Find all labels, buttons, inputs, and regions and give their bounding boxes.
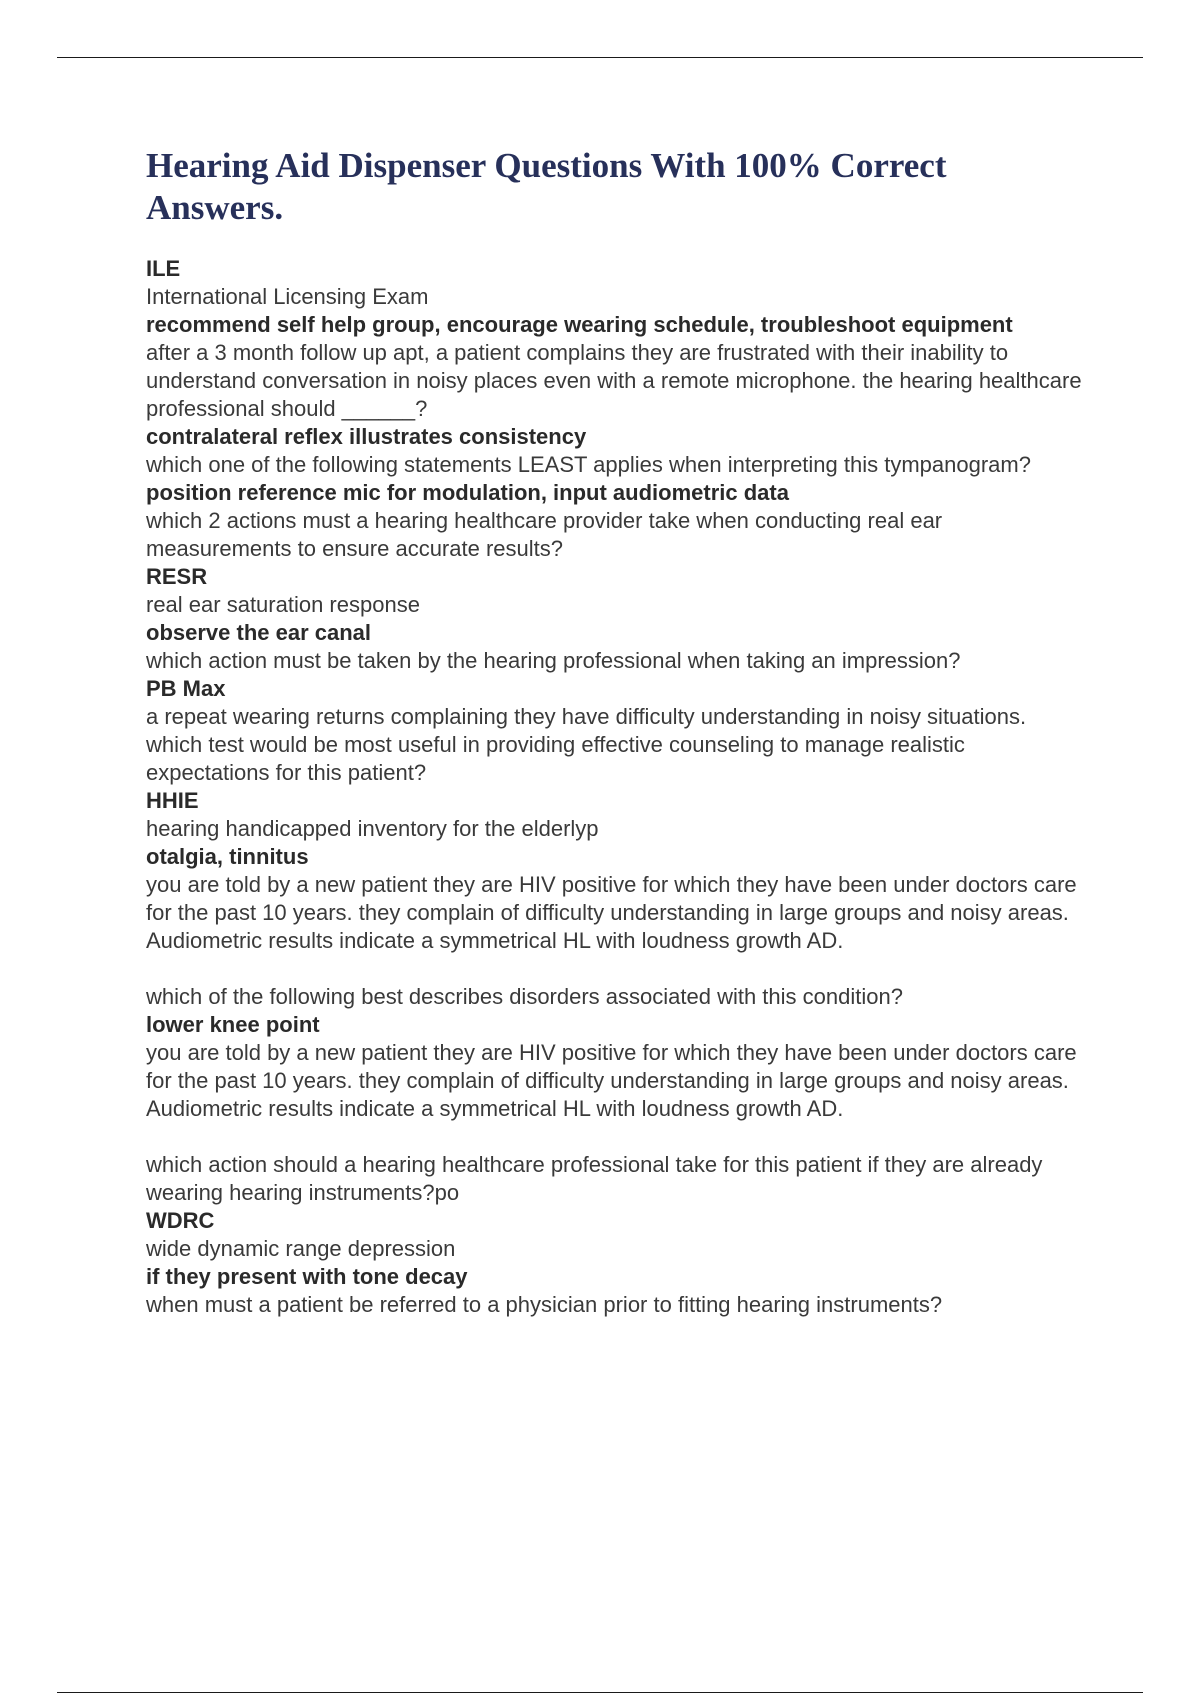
answer-term: HHIE (146, 788, 199, 813)
qa-entry (146, 479, 1086, 563)
answer-term: otalgia, tinnitus (146, 844, 309, 869)
question-text: hearing handicapped inventory for the elderlyp (146, 816, 599, 841)
question-text: after a 3 month follow up apt, a patient complains they are frustrated with their inability to understand conversation in noisy places even with a remote microphone. the hearing healthcare professional should ______? (146, 340, 1082, 421)
qa-entry (146, 1207, 1086, 1263)
question-text: you are told by a new patient they are HIV positive for which they have been under doctors care for the past 10 years. they complain of difficulty understanding in large groups and noisy areas. Audiometric results indicate a symmetrical HL with loudness growth AD. which of the following best describes disorders associated with this condition? (146, 872, 1077, 1009)
qa-entry (146, 675, 1086, 787)
qa-entry (146, 1011, 1086, 1207)
qa-entry (146, 311, 1086, 423)
question-text: you are told by a new patient they are HIV positive for which they have been under doctors care for the past 10 years. they complain of difficulty understanding in large groups and noisy areas. Audiometric results indicate a symmetrical HL with loudness growth AD. which action should a hearing healthcare professional take for this patient if they are already wearing hearing instruments?po (146, 1040, 1077, 1205)
answer-term: PB Max (146, 676, 226, 701)
answer-term: ILE (146, 256, 181, 281)
answer-term: observe the ear canal (146, 620, 372, 645)
question-text: which 2 actions must a hearing healthcare provider take when conducting real ear measurements to ensure accurate results? (146, 508, 943, 561)
answer-term: recommend self help group, encourage wearing schedule, troubleshoot equipment (146, 312, 1013, 337)
qa-entry (146, 255, 1086, 311)
qa-entry (146, 423, 1086, 479)
answer-term: WDRC (146, 1208, 215, 1233)
document-body (146, 145, 1086, 1319)
document-title: Hearing Aid Dispenser Questions With 100% Correct Answers. (146, 146, 947, 227)
question-text: real ear saturation response (146, 592, 420, 617)
qa-entry (146, 563, 1086, 619)
top-rule (57, 57, 1143, 58)
answer-term: contralateral reflex illustrates consistency (146, 424, 587, 449)
question-text: which one of the following statements LEAST applies when interpreting this tympanogram? (146, 452, 1031, 477)
qa-list (146, 255, 1086, 1319)
answer-term: RESR (146, 564, 208, 589)
qa-entry (146, 843, 1086, 1011)
question-text: a repeat wearing returns complaining they have difficulty understanding in noisy situations. which test would be most useful in providing effective counseling to manage realistic expectations for this patient? (146, 704, 1027, 785)
question-text: when must a patient be referred to a physician prior to fitting hearing instruments? (146, 1292, 943, 1317)
answer-term: position reference mic for modulation, input audiometric data (146, 480, 789, 505)
qa-entry (146, 1263, 1086, 1319)
answer-term: lower knee point (146, 1012, 320, 1037)
answer-term: if they present with tone decay (146, 1264, 468, 1289)
question-text: International Licensing Exam (146, 284, 429, 309)
qa-entry (146, 787, 1086, 843)
question-text: which action must be taken by the hearing professional when taking an impression? (146, 648, 961, 673)
question-text: wide dynamic range depression (146, 1236, 456, 1261)
qa-entry (146, 619, 1086, 675)
bottom-rule (57, 1692, 1143, 1693)
